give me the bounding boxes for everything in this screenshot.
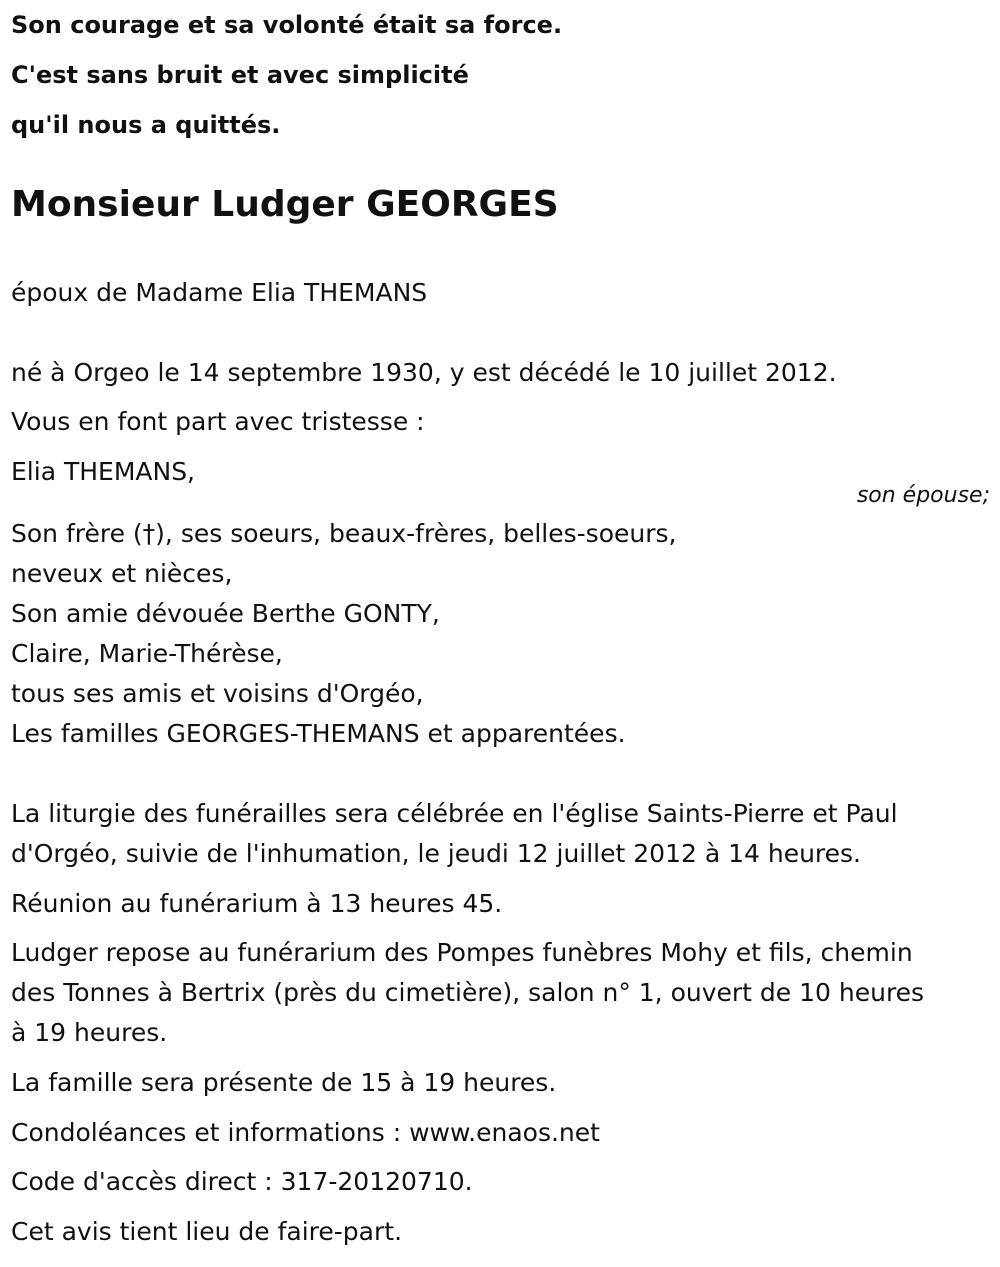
spouse-name: Elia THEMANS, [11, 457, 196, 486]
family-line-4: Claire, Marie-Thérèse, [11, 639, 283, 668]
liturgy-line-2: d'Orgéo, suivie de l'inhumation, le jeudi 12 juillet 2012 à 14 heures. [11, 839, 861, 868]
family-line-2: neveux et nièces, [11, 559, 233, 588]
family-line-1: Son frère (†), ses soeurs, beaux-frères, belles-soeurs, [11, 519, 677, 548]
reunion-line: Réunion au funérarium à 13 heures 45. [11, 889, 503, 918]
family-line-3: Son amie dévouée Berthe GONTY, [11, 599, 440, 628]
repose-line-1: Ludger repose au funérarium des Pompes funèbres Mohy et fils, chemin [11, 938, 913, 967]
quote-line-2: C'est sans bruit et avec simplicité [11, 61, 469, 89]
family-presence-line: La famille sera présente de 15 à 19 heures. [11, 1068, 557, 1097]
repose-line-2: des Tonnes à Bertrix (près du cimetière), salon n° 1, ouvert de 10 heures [11, 978, 925, 1007]
closing-line: Cet avis tient lieu de faire-part. [11, 1217, 403, 1246]
quote-line-3: qu'il nous a quittés. [11, 111, 281, 139]
family-line-5: tous ses amis et voisins d'Orgéo, [11, 679, 424, 708]
repose-line-3: à 19 heures. [11, 1018, 168, 1047]
spouse-line: époux de Madame Elia THEMANS [11, 278, 428, 307]
family-line-6: Les familles GEORGES-THEMANS et apparentées. [11, 719, 626, 748]
deceased-name: Monsieur Ludger GEORGES [11, 184, 559, 225]
quote-line-1: Son courage et sa volonté était sa force. [11, 11, 563, 39]
announce-intro: Vous en font part avec tristesse : [11, 407, 425, 436]
liturgy-line-1: La liturgie des funérailles sera célébrée en l'église Saints-Pierre et Paul [11, 799, 898, 828]
access-code-line: Code d'accès direct : 317-20120710. [11, 1167, 473, 1196]
condolences-line: Condoléances et informations : www.enaos.net [11, 1118, 600, 1147]
spouse-role: son épouse; [856, 483, 990, 508]
birth-death-line: né à Orgeo le 14 septembre 1930, y est décédé le 10 juillet 2012. [11, 358, 837, 387]
